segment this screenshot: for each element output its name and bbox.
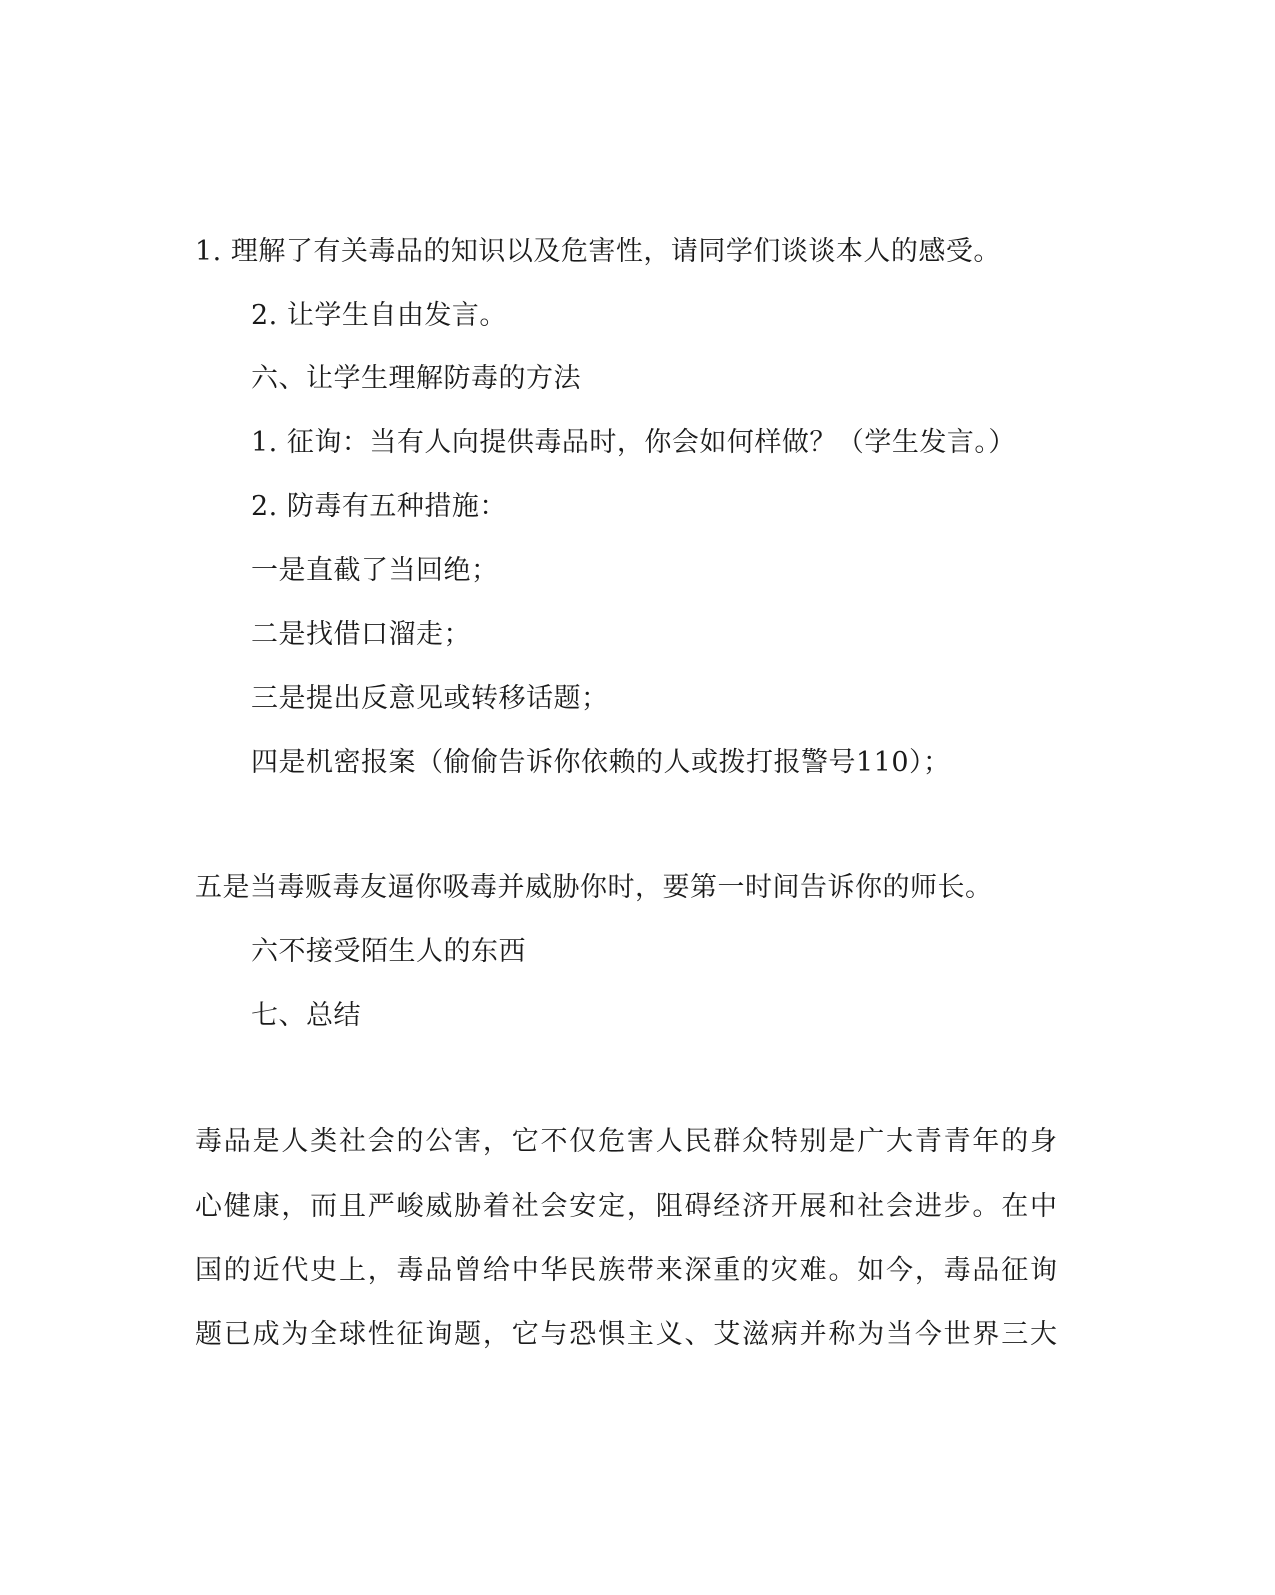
list-item-2: 二是找借口溜走； (251, 619, 471, 650)
text-line-2: 2. 让学生自由发言。 (251, 300, 507, 331)
list-item-5: 五是当毒贩毒友逼你吸毒并威胁你时，要第一时间告诉你的师长。 (195, 872, 993, 903)
paragraph-line-2: 心健康，而且严峻威胁着社会安定，阻碍经济开展和社会进步。在中 (195, 1191, 1057, 1222)
text-line-1: 1. 理解了有关毒品的知识以及危害性，请同学们谈谈本人的感受。 (195, 236, 1001, 267)
list-item-6: 六不接受陌生人的东西 (251, 936, 526, 967)
list-item-3: 三是提出反意见或转移话题； (251, 683, 609, 714)
text-line-question: 1. 征询：当有人向提供毒品时，你会如何样做？（学生发言。） (251, 427, 1016, 458)
section-heading-6: 六、让学生理解防毒的方法 (251, 363, 581, 394)
list-item-4: 四是机密报案（偷偷告诉你依赖的人或拨打报警号110）； (251, 747, 951, 778)
section-heading-7: 七、总结 (251, 1000, 361, 1031)
paragraph-line-3: 国的近代史上，毒品曾给中华民族带来深重的灾难。如今，毒品征询 (195, 1255, 1057, 1286)
text-line-measures: 2. 防毒有五种措施： (251, 491, 507, 522)
paragraph-line-4: 题已成为全球性征询题，它与恐惧主义、艾滋病并称为当今世界三大 (195, 1319, 1057, 1350)
paragraph-line-1: 毒品是人类社会的公害，它不仅危害人民群众特别是广大青青年的身 (195, 1126, 1057, 1157)
list-item-1: 一是直截了当回绝； (251, 555, 499, 586)
